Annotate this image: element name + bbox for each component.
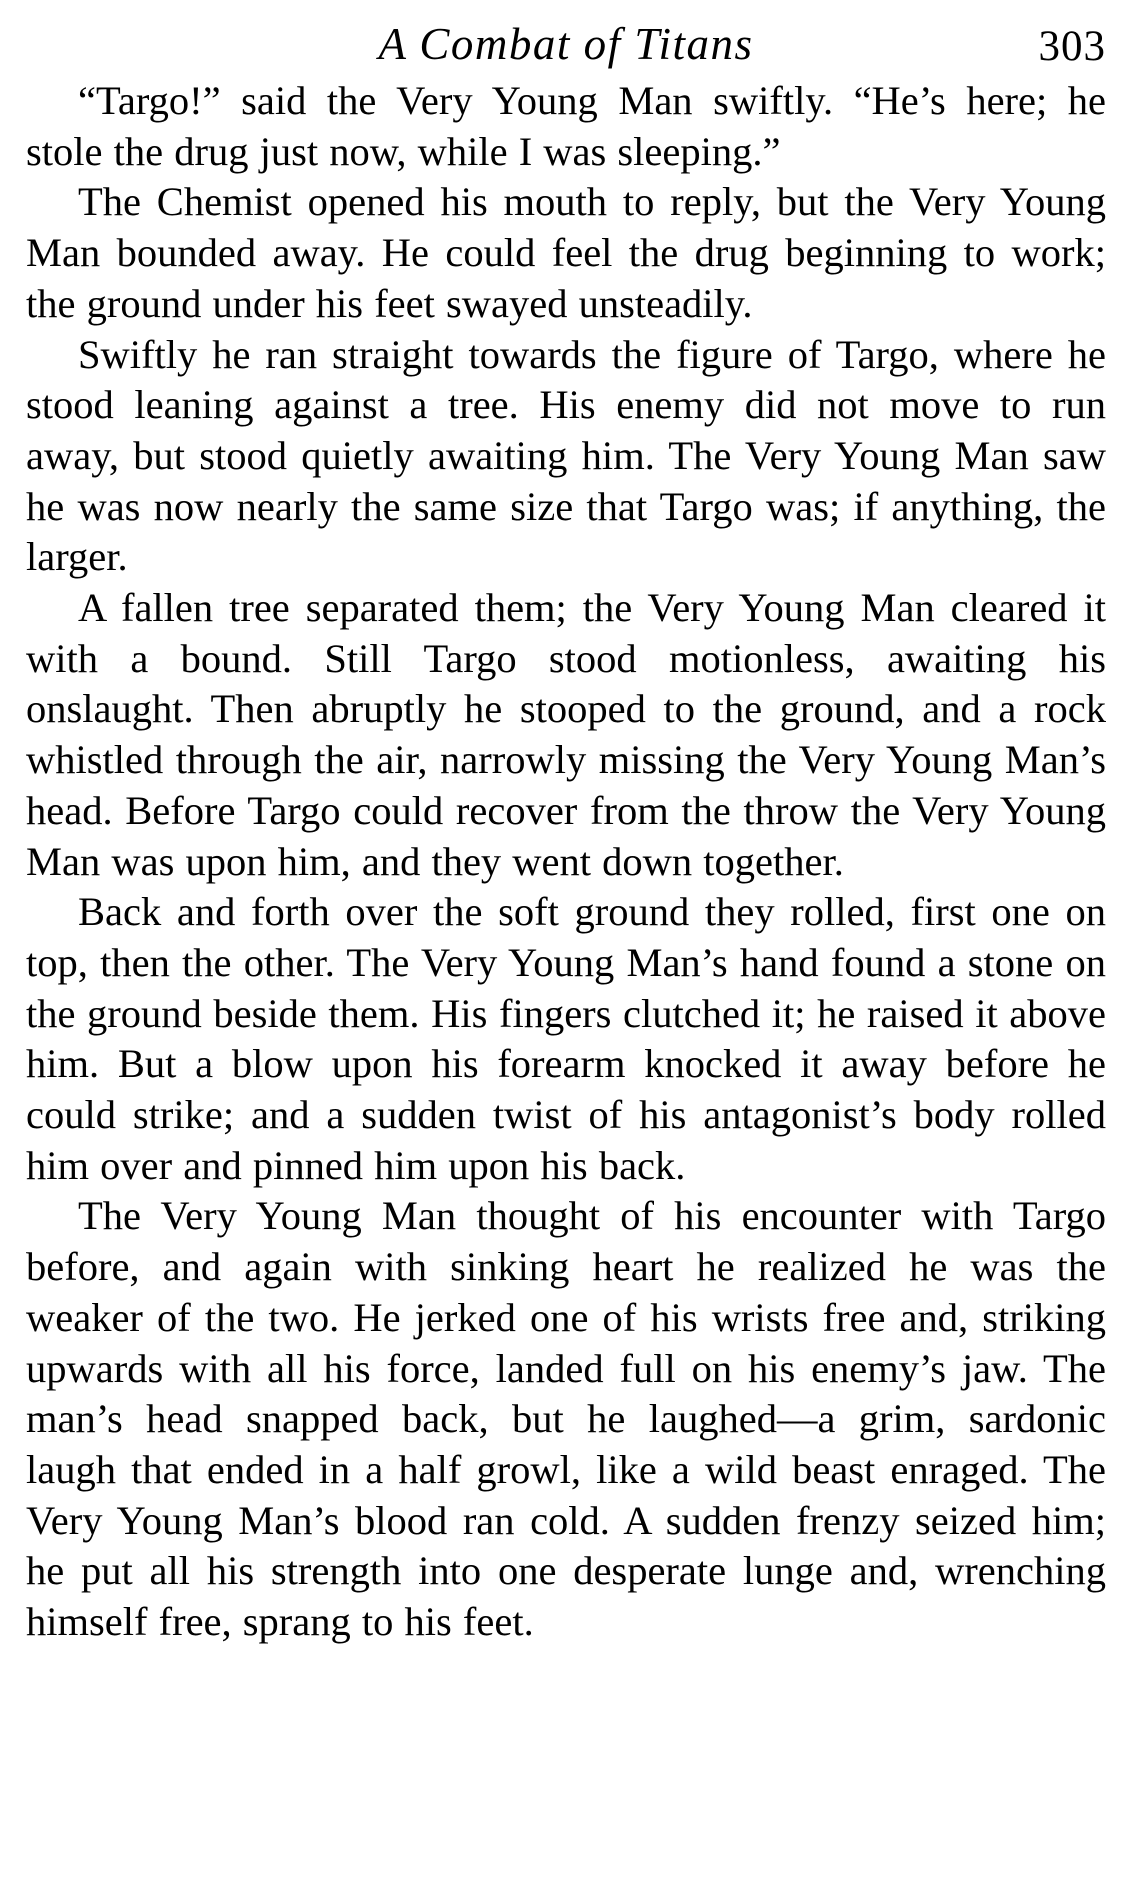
paragraph-2: The Chemist opened his mouth to reply, but the Very Young Man bounded away. He could feel the drug beginning to work; the ground under his feet swayed unsteadily. — [26, 179, 1106, 326]
paragraph-3: Swiftly he ran straight towards the figure of Targo, where he stood leaning against a tree. His enemy did not move to run away, but stood quietly awaiting him. The Very Young Man saw he was now nearly the same size that Targo was; if anything, the larger. — [26, 331, 1106, 580]
paragraph-1: “Targo!” said the Very Young Man swiftly. “He’s here; he stole the drug just now, while I was sleeping.” — [26, 78, 1106, 174]
paragraph-5: Back and forth over the soft ground they rolled, first one on top, then the other. The Very Young Man’s hand found a stone on the ground beside them. His fingers clutched it; he raised it above him. But a blow upon his forearm knocked it away before he could strike; and a sudden twist of his antagonist’s body rolled him over and pinned him upon his back. — [26, 889, 1106, 1188]
chapter-title: A Combat of Titans — [378, 19, 754, 69]
paragraph-4: A fallen tree separated them; the Very Young Man cleared it with a bound. Still Targo stood motionless, awaiting his onslaught. Then abruptly he stooped to the ground, and a rock whistled through the air, narrowly missing the Very Young Man’s head. Before Targo could recover from the throw the Very Young Man was upon him, and they went down together. — [26, 585, 1106, 884]
running-header — [26, 16, 1106, 76]
body-text — [26, 76, 1106, 1648]
page-number: 303 — [1038, 23, 1106, 70]
book-page — [26, 16, 1106, 1648]
paragraph-6: The Very Young Man thought of his encounter with Targo before, and again with sinking heart he realized he was the weaker of the two. He jerked one of his wrists free and, striking upwards with all his force, landed full on his enemy’s jaw. The man’s head snapped back, but he laughed—a grim, sardonic laugh that ended in a half growl, like a wild beast enraged. The Very Young Man’s blood ran cold. A sudden frenzy seized him; he put all his strength into one desperate lunge and, wrenching himself free, sprang to his feet. — [26, 1193, 1106, 1645]
